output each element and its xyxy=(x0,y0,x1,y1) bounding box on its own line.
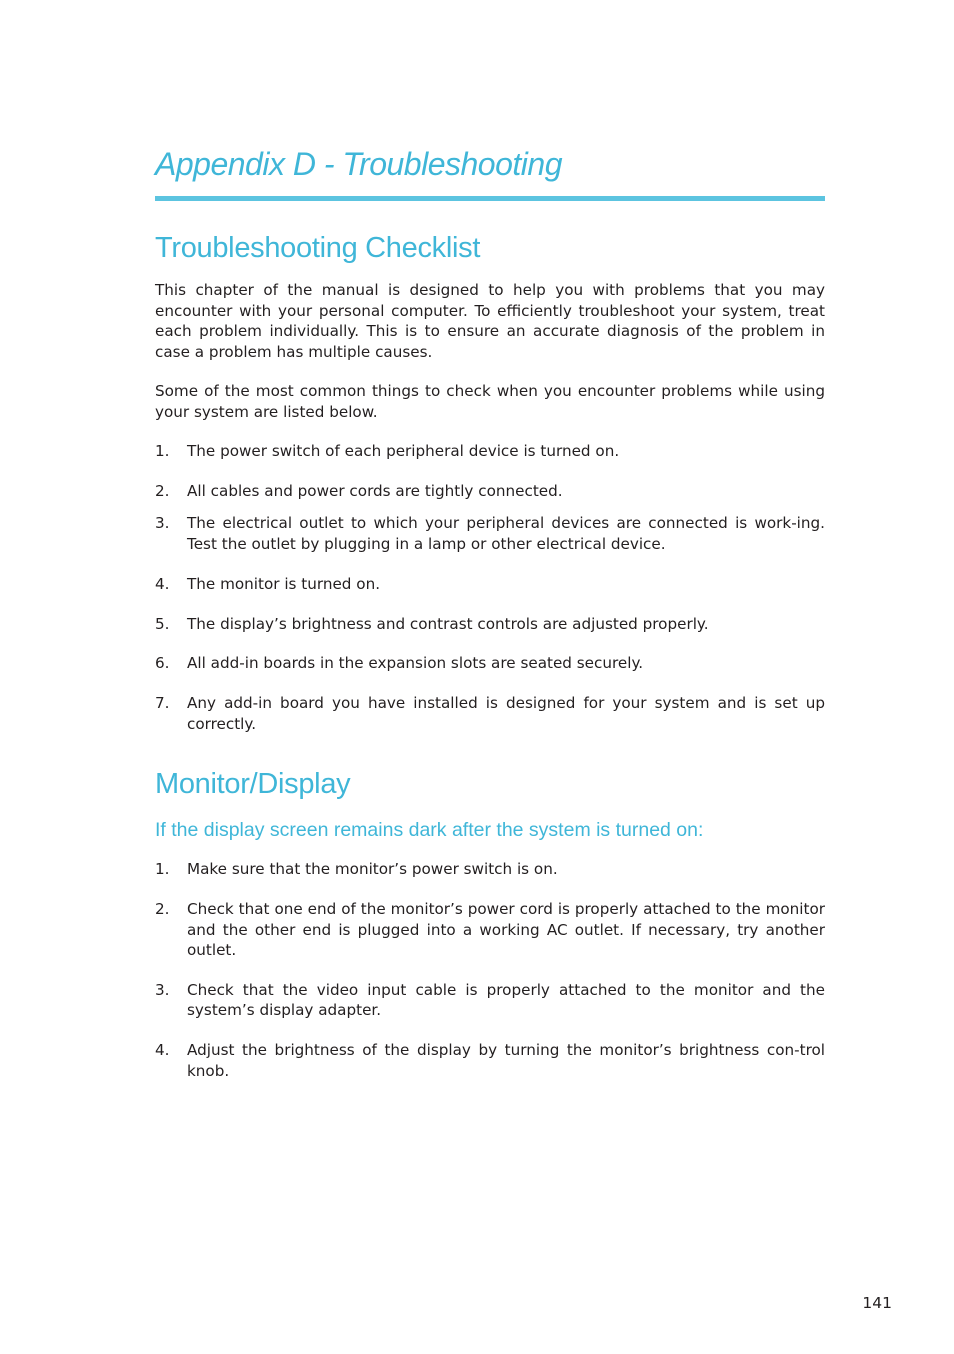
list-item-text: Make sure that the monitor’s power switch is on. xyxy=(187,860,558,878)
list-item-text: All cables and power cords are tightly connected. xyxy=(187,482,563,500)
list-item-text: Adjust the brightness of the display by turning the monitor’s brightness con-trol knob. xyxy=(187,1041,825,1080)
chapter-title-rule xyxy=(155,196,825,201)
list-item-text: The monitor is turned on. xyxy=(187,574,381,593)
list-item xyxy=(155,980,825,1021)
list-item-number: 2. xyxy=(155,482,170,500)
monitor-list xyxy=(155,859,825,1081)
list-item-number: 4. xyxy=(155,574,170,593)
list-item xyxy=(155,653,825,674)
checklist-intro-paragraph: This chapter of the manual is designed to help you with problems that you may encounter with your personal computer. To efficiently troubleshoot your system, treat each problem individually. This is to ensure an accurate diagnosis of the problem in case a problem has multiple causes. xyxy=(155,281,825,361)
list-item xyxy=(155,899,825,961)
list-item-text: All add-in boards in the expansion slots are seated securely. xyxy=(187,654,644,672)
list-item xyxy=(155,441,825,462)
list-item-number: 3. xyxy=(155,514,170,532)
monitor-section xyxy=(155,767,825,1081)
monitor-heading: Monitor/Display xyxy=(155,768,351,800)
list-item-number: 7. xyxy=(155,694,170,712)
list-item-text: The power switch of each peripheral device is turned on. xyxy=(187,442,620,460)
checklist-list xyxy=(155,441,825,734)
checklist-heading: Troubleshooting Checklist xyxy=(155,232,481,264)
list-item xyxy=(155,574,825,595)
list-item xyxy=(155,1040,825,1081)
checklist-intro-paragraph-2: Some of the most common things to check when you encounter problems while using your system are listed below. xyxy=(155,382,825,421)
list-item xyxy=(155,614,825,635)
page-number: 141 xyxy=(862,1294,892,1312)
list-item xyxy=(155,481,825,502)
list-item xyxy=(155,859,825,880)
checklist-section xyxy=(155,231,825,734)
list-item-number: 1. xyxy=(155,860,170,878)
monitor-subheading: If the display screen remains dark after the system is turned on: xyxy=(155,819,704,841)
list-item-number: 5. xyxy=(155,614,170,633)
list-item xyxy=(155,693,825,734)
list-item-number: 4. xyxy=(155,1041,170,1059)
list-item-number: 6. xyxy=(155,654,170,672)
chapter-title: Appendix D - Troubleshooting xyxy=(155,146,562,182)
list-item-text: The electrical outlet to which your peripheral devices are connected is work-ing. Test the outlet by plugging in a lamp or other electrical device. xyxy=(187,514,825,553)
list-item-text: Check that the video input cable is properly attached to the monitor and the system’s display adapter. xyxy=(187,980,825,1019)
list-item xyxy=(155,513,825,554)
list-item-text: The display’s brightness and contrast controls are adjusted properly. xyxy=(187,614,709,633)
list-item-text: Any add-in board you have installed is designed for your system and is set up correctly. xyxy=(187,694,825,733)
list-item-number: 3. xyxy=(155,980,170,999)
list-item-number: 1. xyxy=(155,442,170,460)
list-item-text: Check that one end of the monitor’s power cord is properly attached to the monitor and the other end is plugged into a working AC outlet. If necessary, try another outlet. xyxy=(187,900,825,959)
list-item-number: 2. xyxy=(155,900,170,918)
